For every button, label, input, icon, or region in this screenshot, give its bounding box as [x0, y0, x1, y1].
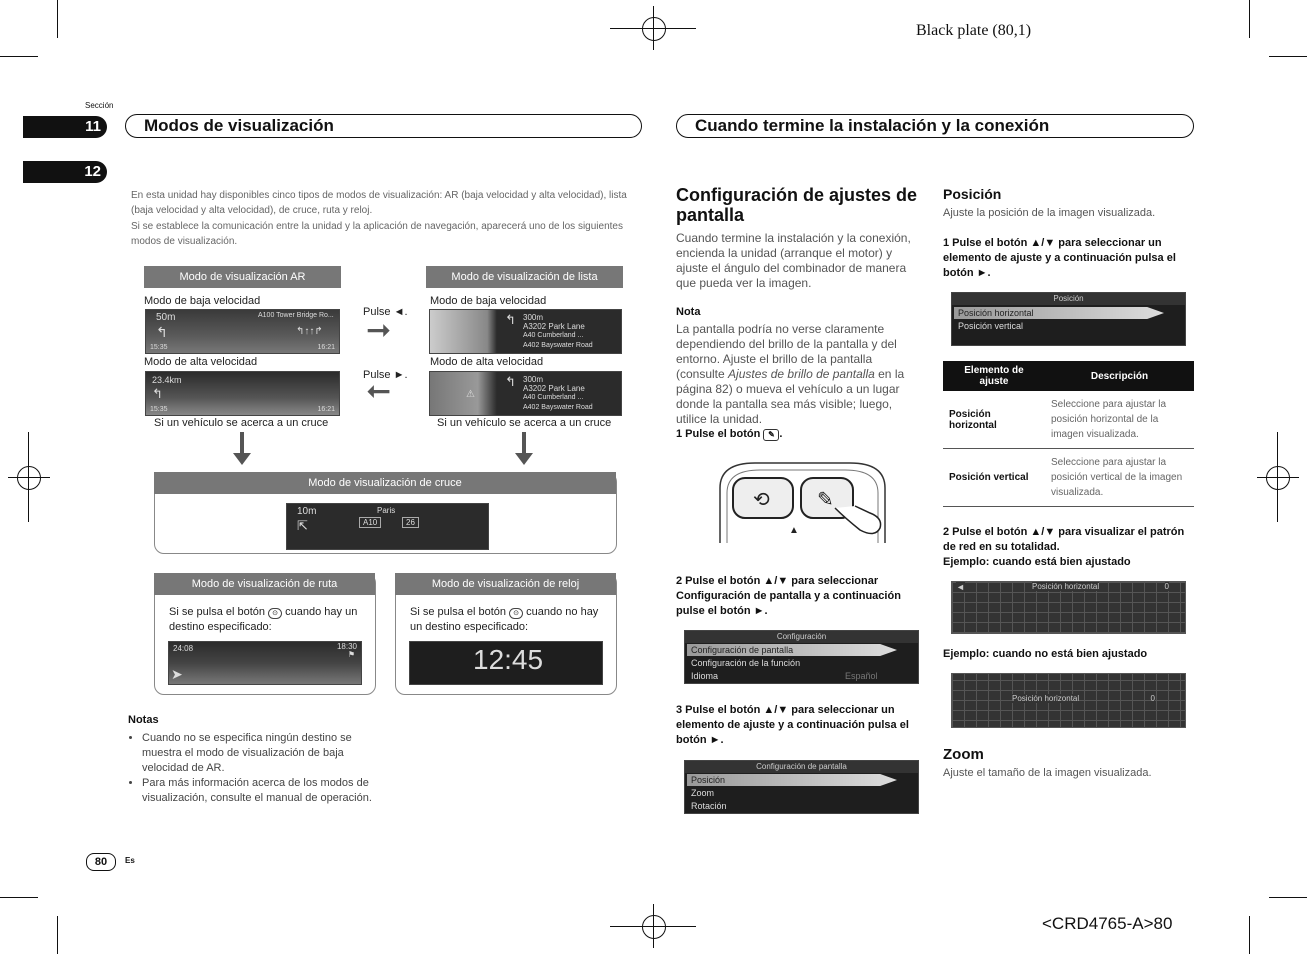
ar-low-speed-screen	[145, 309, 340, 354]
flag-icon: ⚑	[347, 650, 355, 659]
crop-mark	[57, 916, 58, 954]
arrow-right-icon: ➞	[366, 314, 392, 347]
list-mode-title: Modo de visualización de lista	[426, 266, 623, 288]
section-title: Configuración de ajustes de pantalla	[676, 185, 918, 225]
pulse-right-label: Pulse ►.	[363, 369, 408, 381]
step-3: 3 Pulse el botón ▲/▼ para seleccionar un elemento de ajuste y a continuación pulsa el botón ►.	[676, 704, 909, 746]
nota-text-a: La pantalla podría no verse claramente dependiendo del brillo de la pantalla y del entorno. Ajuste el brillo de la pantalla (consulte	[676, 322, 897, 381]
menu-item[interactable]: Posición	[691, 775, 726, 785]
menu-item[interactable]: Configuración de pantalla	[691, 645, 794, 655]
table-row	[943, 391, 1194, 449]
grid-value: 0	[1150, 694, 1155, 703]
route-mode-title: Modo de visualización de ruta	[154, 573, 375, 595]
notes-list	[128, 731, 374, 806]
list-high-speed-label: Modo de alta velocidad	[430, 356, 544, 368]
table-cell: Seleccione para ajustar la posición vertical de la imagen visualizada.	[1045, 449, 1194, 507]
clock-time: 12:45	[473, 644, 544, 675]
table-header: Descripción	[1045, 361, 1194, 391]
ar-approach-label: Si un vehículo se acerca a un cruce	[154, 417, 329, 429]
menu-title: Configuración	[685, 631, 918, 643]
step-1-text: 1 Pulse el botón	[676, 428, 761, 440]
route-button-icon: ⊙	[268, 608, 282, 619]
turn-left-icon: ↰	[152, 386, 163, 401]
arrow-left-icon: ➞	[366, 375, 392, 408]
position-menu-screen	[951, 292, 1186, 346]
arrow-down-stem	[522, 432, 526, 454]
turn-left-icon: ↰	[156, 324, 168, 340]
section-label: Sección	[85, 101, 114, 110]
vehicle-icon: ➤	[171, 666, 183, 682]
clock-text-a: Si se pulsa el botón	[410, 606, 507, 618]
middle-intro: Cuando termine la instalación y la conexión, encienda la unidad (arranque el motor) y ajuste el ángulo del combinador de manera que pueda ver la imagen.	[676, 231, 911, 290]
turn-left-icon: ↰	[505, 374, 516, 389]
grid-value: 0	[1164, 582, 1169, 591]
step-2: 2 Pulse el botón ▲/▼ para seleccionar Configuración de pantalla y a continuación pulse el botón ►.	[676, 575, 901, 617]
position-text: Ajuste la posición de la imagen visualizada.	[943, 207, 1156, 219]
list-low-speed-label: Modo de baja velocidad	[430, 295, 547, 307]
ar-mode-title: Modo de visualización AR	[144, 266, 341, 288]
plate-label: Black plate (80,1)	[916, 22, 1032, 39]
menu-item[interactable]: Configuración de la función	[691, 658, 801, 668]
clock-text	[410, 605, 606, 635]
road-name: A40 Cumberland ...	[523, 394, 584, 401]
menu-value: Español	[845, 671, 878, 681]
cross-mode-screen	[286, 503, 489, 550]
nota-text	[676, 322, 922, 427]
road-name: A3202 Park Lane	[523, 384, 585, 393]
cross-mode-title: Modo de visualización de cruce	[154, 472, 616, 494]
position-step-1: 1 Pulse el botón ▲/▼ para seleccionar un elemento de ajuste y a continuación pulsa el botón ►.	[943, 237, 1176, 279]
settings-table	[943, 361, 1194, 507]
ar-high-speed-screen	[145, 371, 340, 416]
list-approach-label: Si un vehículo se acerca a un cruce	[437, 417, 612, 429]
menu-item[interactable]: Posición horizontal	[958, 308, 1034, 318]
grid-pattern-bad	[951, 673, 1186, 728]
road-name: A40 Cumberland ...	[523, 332, 584, 339]
note-item: • Cuando no se especifica ningún destino se muestra el modo de visualización de baja velocidad de AR.	[142, 731, 374, 776]
document-code: <CRD4765-A>80	[1042, 914, 1173, 933]
zoom-title: Zoom	[943, 746, 984, 763]
config-menu-screen	[684, 630, 919, 684]
route-mode-screen	[168, 641, 362, 685]
junction-icon: ⇱	[297, 518, 308, 533]
crop-mark	[0, 56, 38, 57]
menu-title: Posición	[952, 293, 1185, 305]
road-sign: A10	[359, 517, 381, 528]
example-bad-label: Ejemplo: cuando no está bien ajustado	[943, 648, 1148, 660]
arrow-down-stem	[240, 432, 244, 454]
arrow-down-icon	[233, 453, 251, 465]
back-icon: ⟲	[753, 489, 770, 511]
device-illustration	[715, 458, 890, 553]
intro-paragraph-2: Si se establece la comunicación entre la unidad y la aplicación de navegación, aparecerá uno de los siguientes modos de visualización.	[131, 221, 623, 247]
clock-readout: 16:21	[317, 406, 335, 413]
menu-item[interactable]: Posición vertical	[958, 321, 1024, 331]
crop-mark	[1249, 0, 1250, 38]
settings-icon: ✎	[817, 489, 834, 511]
arrow-down-icon	[515, 453, 533, 465]
menu-item[interactable]: Zoom	[691, 788, 715, 798]
registration-mark	[642, 915, 666, 939]
crop-mark	[0, 897, 38, 898]
distance-readout: 50m	[156, 312, 176, 323]
distance-readout: 300m	[523, 313, 544, 322]
left-arrow-icon: ◄	[956, 582, 965, 592]
crop-mark	[1269, 56, 1307, 57]
step-1: 1 Pulse el botón ✎ .	[676, 428, 783, 440]
road-name: A402 Bayswater Road	[523, 342, 593, 349]
example-ok-label: Ejemplo: cuando está bien ajustado	[943, 556, 1131, 568]
note-item: • Para más información acerca de los modos de visualización, consulte el manual de operación.	[142, 776, 374, 806]
language-code: Es	[125, 856, 135, 865]
nota-title: Nota	[676, 306, 701, 318]
route-eta-readout: 18:30	[336, 642, 357, 651]
grid-label: Posición horizontal	[1012, 694, 1080, 703]
registration-mark	[642, 17, 666, 41]
list-high-speed-screen	[429, 371, 622, 416]
time-readout: 15:35	[150, 406, 168, 413]
header-left: Modos de visualización	[125, 114, 642, 138]
notes-title: Notas	[128, 714, 159, 726]
registration-mark	[17, 466, 41, 490]
settings-icon: ✎	[763, 429, 779, 441]
page-number: 80	[86, 853, 116, 871]
intro-paragraph-1: En esta unidad hay disponibles cinco tipos de modos de visualización: AR (baja velocidad y alta velocidad), lista (baja velocidad y alta velocidad), de cruce, ruta y reloj.	[131, 190, 627, 216]
route-text-b: cuando hay un destino especificado:	[169, 606, 358, 633]
table-row	[943, 449, 1194, 507]
crop-mark	[57, 0, 58, 38]
list-low-speed-screen	[429, 309, 622, 354]
distance-readout: 10m	[297, 506, 317, 517]
road-name: A100 Tower Bridge Ro...	[258, 312, 334, 319]
table-cell: Seleccione para ajustar la posición horizontal de la imagen visualizada.	[1045, 391, 1194, 449]
menu-item[interactable]: Rotación	[691, 801, 727, 811]
nota-link[interactable]: Ajustes de brillo de pantalla	[728, 367, 875, 381]
time-readout: 15:35	[150, 344, 168, 351]
turn-left-icon: ↰	[505, 312, 516, 327]
city-name: Paris	[377, 506, 396, 515]
clock-mode-title: Modo de visualización de reloj	[395, 573, 616, 595]
route-text-a: Si se pulsa el botón	[169, 606, 266, 618]
nota-text-b: en la página 82) o mueva el vehículo a un lugar donde la pantalla sea más visible; luego, utilice la unidad.	[676, 367, 905, 426]
clock-readout: 16:21	[317, 344, 335, 351]
position-title: Posición	[943, 186, 1002, 202]
speed-readout: 23.4km	[152, 375, 182, 385]
ar-high-speed-label: Modo de alta velocidad	[144, 356, 258, 368]
clock-mode-screen	[409, 641, 603, 685]
road-sign: 26	[402, 517, 419, 528]
road-name: A3202 Park Lane	[523, 322, 585, 331]
route-button-icon: ⊙	[509, 608, 523, 619]
distance-readout: 300m	[523, 375, 544, 384]
grid-label: Posición horizontal	[1032, 582, 1100, 591]
clock-text-b: cuando no hay un destino especificado:	[410, 606, 599, 633]
grid-pattern-ok	[951, 581, 1186, 634]
zoom-text: Ajuste el tamaño de la imagen visualizada.	[943, 767, 1152, 779]
route-text	[169, 605, 365, 635]
table-cell: Posición horizontal	[943, 391, 1045, 449]
table-cell: Posición vertical	[943, 449, 1045, 507]
menu-title: Configuración de pantalla	[685, 761, 918, 773]
header-right: Cuando termine la instalación y la conexión	[676, 114, 1194, 138]
pulse-left-label: Pulse ◄.	[363, 306, 408, 318]
crop-mark	[1269, 897, 1307, 898]
road-name: A402 Bayswater Road	[523, 404, 593, 411]
ar-low-speed-label: Modo de baja velocidad	[144, 295, 261, 307]
crop-mark	[1249, 916, 1250, 954]
lane-arrows-icon: ↰↑↑↱	[296, 326, 323, 337]
display-config-menu-screen	[684, 760, 919, 814]
route-time-readout: 24:08	[173, 644, 194, 653]
position-step-2: 2 Pulse el botón ▲/▼ para visualizar el patrón de red en su totalidad.	[943, 526, 1185, 553]
registration-mark	[1266, 466, 1290, 490]
table-header: Elemento de ajuste	[943, 361, 1045, 391]
section-tab-active[interactable]: 11	[23, 116, 107, 138]
warning-icon: ⚠	[466, 389, 475, 400]
section-tab-next[interactable]: 12	[23, 161, 107, 183]
up-triangle-icon: ▲	[789, 525, 799, 536]
menu-item[interactable]: Idioma	[691, 671, 719, 681]
